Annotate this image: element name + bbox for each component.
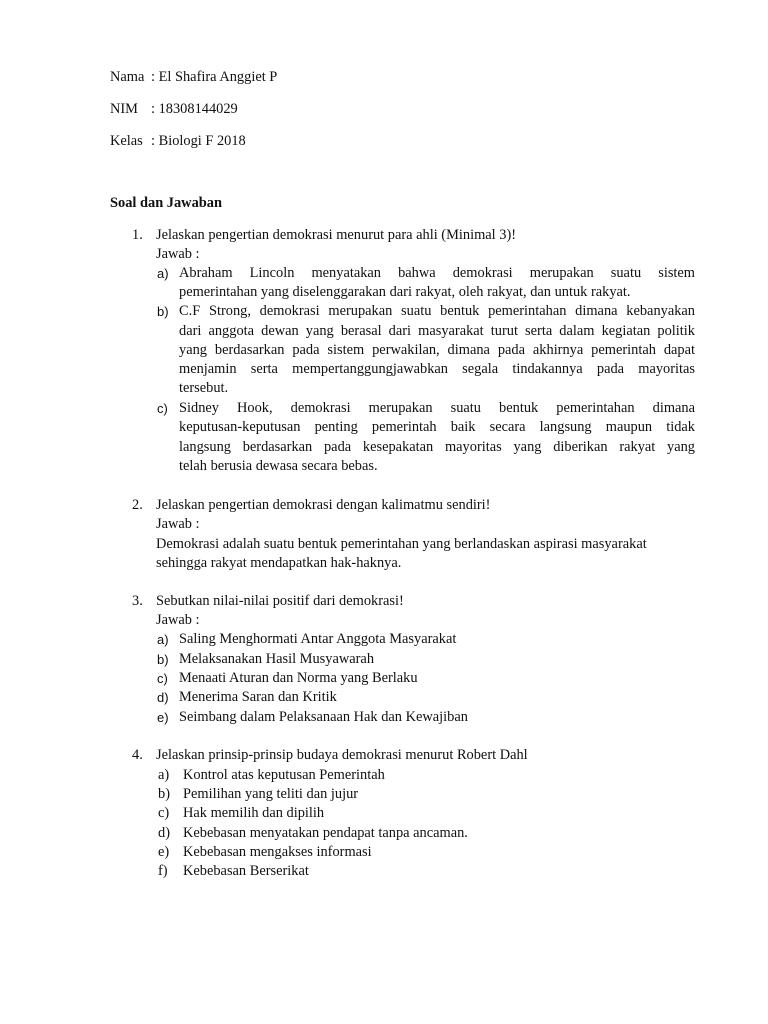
q1-item-b-line3 [179, 343, 695, 357]
q4-item-letter: e) [158, 844, 170, 860]
nim-value: : 18308144029 [151, 101, 238, 117]
question-2-text: Jelaskan pengertian demokrasi dengan kalimatmu sendiri! [156, 497, 491, 513]
q3-item-letter: c) [157, 671, 168, 686]
q4-item-text: Pemilihan yang teliti dan jujur [183, 786, 359, 802]
q1-item-b-line5: tersebut. [179, 380, 229, 396]
q4-item-letter: a) [158, 767, 170, 783]
question-1-number: 1. [132, 227, 143, 243]
q3-item-text: Menaati Aturan dan Norma yang Berlaku [179, 670, 418, 686]
question-2-jawab: Jawab : [156, 516, 200, 532]
q1-item-b-line4-text: menjamin serta mempertanggungjawabkan segala tindakannya pada mayoritas [179, 361, 695, 377]
q3-item-letter: e) [157, 710, 169, 725]
q1-item-b-line2-text: dari anggota dewan yang berasal dari masyarakat turut serta dalam kegiatan politik [179, 323, 695, 339]
nama-value: : El Shafira Anggiet P [151, 69, 278, 85]
q4-item-text: Kebebasan menyatakan pendapat tanpa ancaman. [183, 825, 468, 841]
q1-item-a-letter: a) [157, 266, 169, 281]
q4-item-text: Kebebasan mengakses informasi [183, 844, 372, 860]
q1-item-c-letter: c) [157, 401, 168, 416]
q3-item-text: Melaksanakan Hasil Musyawarah [179, 651, 375, 667]
q1-item-a-line1 [179, 266, 695, 280]
question-4-text: Jelaskan prinsip-prinsip budaya demokrasi menurut Robert Dahl [156, 747, 528, 763]
q4-item-letter: f) [158, 863, 168, 879]
q4-item-letter: b) [158, 786, 170, 802]
q1-item-b-line1 [179, 304, 695, 318]
question-3-text: Sebutkan nilai-nilai positif dari demokrasi! [156, 593, 404, 609]
q1-item-c-line3-text: langsung berdasarkan pada kesepakatan mayoritas yang diberikan rakyat yang [179, 439, 695, 455]
q1-item-b-line2 [179, 324, 695, 338]
q1-item-b-line4 [179, 362, 695, 376]
question-3-jawab: Jawab : [156, 612, 200, 628]
nim-label: NIM [110, 101, 138, 117]
q1-item-b-line3-text: yang berdasarkan pada sistem perwakilan, dimana pada akhirnya pemerintah dapat [179, 342, 695, 358]
q1-item-b-letter: b) [157, 304, 169, 319]
q3-item-letter: d) [157, 690, 169, 705]
kelas-label: Kelas [110, 133, 143, 149]
q3-item-letter: b) [157, 652, 169, 667]
q4-item-text: Hak memilih dan dipilih [183, 805, 325, 821]
question-1-text: Jelaskan pengertian demokrasi menurut para ahli (Minimal 3)! [156, 227, 517, 243]
section-title: Soal dan Jawaban [110, 195, 222, 211]
question-2-answer-line1: Demokrasi adalah suatu bentuk pemerintahan yang berlandaskan aspirasi masyarakat [156, 536, 647, 552]
q3-item-letter: a) [157, 632, 169, 647]
question-2-answer-line2: sehingga rakyat mendapatkan hak-haknya. [156, 555, 402, 571]
q1-item-c-line2 [179, 420, 695, 434]
q4-item-letter: d) [158, 825, 170, 841]
q1-item-c-line2-text: keputusan-keputusan penting pemerintah baik secara langsung maupun tidak [179, 419, 695, 435]
question-3-number: 3. [132, 593, 143, 609]
q1-item-c-line3 [179, 440, 695, 454]
q1-item-c-line1 [179, 401, 695, 415]
q1-item-a-line2: pemerintahan yang diselenggarakan dari rakyat, oleh rakyat, dan untuk rakyat. [179, 284, 631, 300]
q4-item-letter: c) [158, 805, 170, 821]
question-4-number: 4. [132, 747, 143, 763]
q3-item-text: Saling Menghormati Antar Anggota Masyarakat [179, 631, 457, 647]
kelas-value: : Biologi F 2018 [151, 133, 246, 149]
q4-item-text: Kontrol atas keputusan Pemerintah [183, 767, 385, 783]
q1-item-c-line4: telah berusia dewasa secara bebas. [179, 458, 378, 474]
q3-item-text: Menerima Saran dan Kritik [179, 689, 337, 705]
q4-item-text: Kebebasan Berserikat [183, 863, 309, 879]
question-2-number: 2. [132, 497, 143, 513]
question-1-jawab: Jawab : [156, 246, 200, 262]
q1-item-c-line1-text: Sidney Hook, demokrasi merupakan suatu bentuk pemerintahan dimana [179, 400, 695, 416]
nama-label: Nama [110, 69, 145, 85]
q1-item-b-line1-text: C.F Strong, demokrasi merupakan suatu bentuk pemerintahan dimana kebanyakan [179, 303, 695, 319]
q1-item-a-line1-text: Abraham Lincoln menyatakan bahwa demokrasi merupakan suatu sistem [179, 265, 695, 281]
q3-item-text: Seimbang dalam Pelaksanaan Hak dan Kewajiban [179, 709, 468, 725]
